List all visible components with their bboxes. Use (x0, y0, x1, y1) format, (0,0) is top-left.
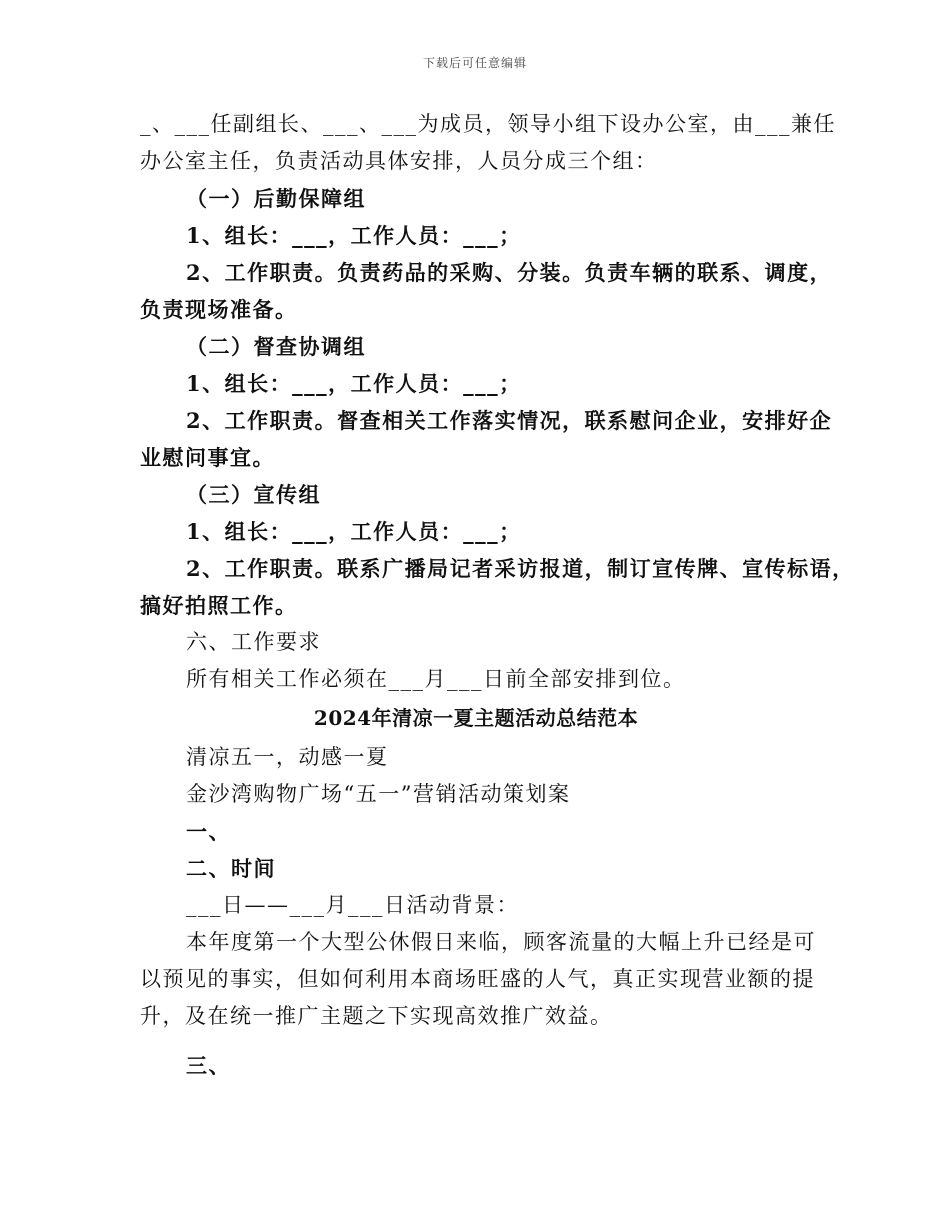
group-item: 负责现场准备。 (140, 297, 298, 322)
paragraph-line: _、___任副组长、___、___为成员，领导小组下设办公室，由___兼任 (140, 112, 836, 136)
group-item: 2、工作职责。负责药品的采购、分装。负责车辆的联系、调度， (186, 260, 833, 285)
document-title: 2024年清凉一夏主题活动总结范本 (313, 706, 639, 730)
slogan: 清凉五一，动感一夏 (186, 745, 389, 769)
group-item: 业慰问事宜。 (140, 445, 275, 470)
group-heading: （二）督查协调组 (186, 334, 366, 359)
section-heading: 三、 (186, 1053, 231, 1078)
group-item: 2、工作职责。联系广播局记者采访报道，制订宣传牌、宣传标语， (186, 556, 855, 581)
document-body (140, 106, 855, 1084)
plan-name: 金沙湾购物广场“五一”营销活动策划案 (186, 782, 571, 806)
paragraph-line: 所有相关工作必须在___月___日前全部安排到位。 (186, 667, 686, 691)
group-item: 1、组长：___，工作人员：___； (186, 519, 522, 544)
group-item: 1、组长：___，工作人员：___； (186, 223, 522, 248)
group-item: 1、组长：___，工作人员：___； (186, 371, 522, 396)
paragraph-line: 本年度第一个大型公休假日来临，顾客流量的大幅上升已经是可 (186, 930, 816, 954)
section-heading: 六、工作要求 (186, 630, 321, 654)
group-heading: （一）后勤保障组 (186, 186, 366, 211)
paragraph-line: 升，及在统一推广主题之下实现高效推广效益。 (140, 1004, 613, 1028)
paragraph-line: 以预见的事实，但如何利用本商场旺盛的人气，真正实现营业额的提 (140, 967, 815, 991)
section-heading: 二、时间 (186, 856, 276, 881)
group-heading: （三）宣传组 (186, 482, 321, 507)
paragraph-line: 办公室主任，负责活动具体安排，人员分成三个组： (140, 149, 658, 173)
group-item: 2、工作职责。督查相关工作落实情况，联系慰问企业，安排好企 (186, 408, 833, 433)
section-heading: 一、 (186, 819, 231, 844)
paragraph-line: ___日——___月___日活动背景： (186, 893, 519, 917)
page-header-note: 下载后可任意编辑 (422, 56, 527, 70)
group-item: 搞好拍照工作。 (140, 593, 298, 618)
